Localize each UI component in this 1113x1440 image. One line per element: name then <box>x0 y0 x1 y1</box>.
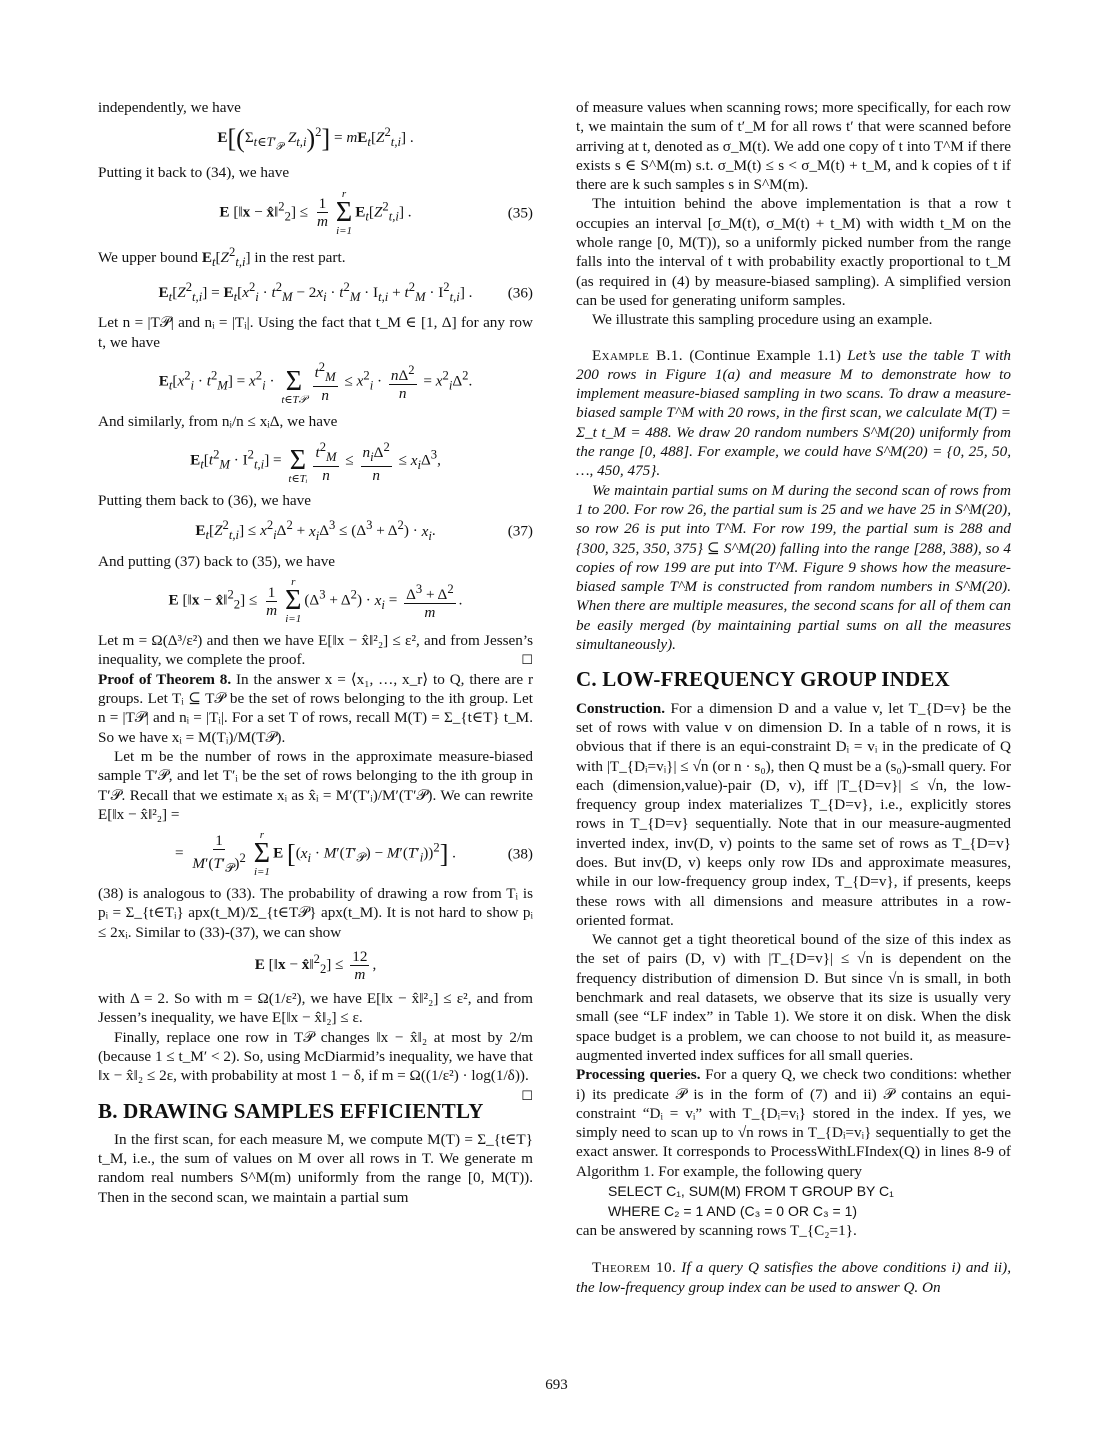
paragraph-first-scan: In the first scan, for each measure M, we compute M(T) = Σ_{t∈T} t_M, i.e., the sum of values on M over all rows in T. We generate m random real numbers S^M(m) uniformly from the range [0, M(T)). Then in the second scan, we maintain a partial sum <box>98 1130 533 1206</box>
qed-symbol: ☐ <box>521 652 533 668</box>
equation-expectation-square: $E[(\Sigma_{t\in T'_𝒫}$ $Z_{t,i})^2] = mE_t[Z^2_{t,i}]$ . <box>217 124 414 154</box>
paragraph-processing: Processing queries. For a query Q, we check two conditions: whether i) its predicate 𝒫 is in the form of (7) and ii) 𝒫 contains an equi-constraint “Dᵢ = vᵢ” with T_{Dᵢ=vᵢ} stored in the index. If yes, we simply need to scan up to √n rows in T_{Dᵢ=vᵢ} sequentially to get the exact answer. It corresponds to ProcessWithLFIndex(Q) in lines 8-9 of Algorithm 1. For example, the following query <box>576 1066 1011 1180</box>
section-heading-b: B. DRAWING SAMPLES EFFICIENTLY <box>98 1098 484 1123</box>
right-column <box>576 98 1011 1297</box>
equation-36: $E_t[Z^2_{t,i}] = E_t[x^2_i \cdot t^2_M - 2x_i \cdot t^2_M \cdot I_{t,i} + t^2_M \cdot I^2_{t,i}]$ . (36) <box>158 279 533 304</box>
paragraph-illustrate: We illustrate this sampling procedure using an example. <box>592 311 933 329</box>
paragraph-with-delta: with Δ = 2. So with m = Ω(1/ε²), we have E[‖x − x̂‖²₂] ≤ ε², and from Jessen’s inequality, we have E[‖x − x̂‖₂] ≤ ε. <box>98 990 533 1027</box>
paragraph-upper-bound: We upper bound $E_t[Z^2_{t,i}]$ in the rest part. <box>98 244 346 269</box>
paragraph-independently: independently, we have <box>98 99 241 116</box>
example-label: Example B.1. <box>592 346 683 364</box>
qed-symbol: ☐ <box>521 1087 533 1103</box>
paragraph-similarly: And similarly, from nᵢ/n ≤ xᵢΔ, we have <box>98 412 338 430</box>
equation-number-37: (37) <box>507 522 533 540</box>
equation-12-over-m: E [‖x − x̂‖$^2_2$] ≤ $\frac{12}{m}$ , <box>254 948 377 984</box>
theorem-10: Theorem 10. If a query Q satisfies the above conditions i) and ii), the low-frequency group index can be used to answer Q. On <box>576 1259 1012 1296</box>
example-b1 <box>576 346 1011 655</box>
equation-38: = $\frac{1}{M'(T'_𝒫)^2}$ r Σ i=1 E $[(x_i \cdot M'(T'_𝒫) - M'(T'_i))^2]$ . (38) <box>175 829 533 879</box>
paragraph-let-n: Let n = |T𝒫| and nᵢ = |Tᵢ|. Using the fact that t_M ∈ [1, Δ] for any row t, we have <box>98 314 533 351</box>
paragraph-let-m: Let m = Ω(Δ³/ε²) and then we have E[‖x − x̂‖²₂] ≤ ε², and from Jessen’s inequality, we complete the proof. ☐ <box>98 632 533 669</box>
theorem-label: Theorem 10. <box>592 1259 677 1277</box>
page-number: 693 <box>545 1377 568 1393</box>
paragraph-put37: And putting (37) back to (35), we have <box>98 552 336 570</box>
paragraph-measure-values: of measure values when scanning rows; more specifically, for each row t, we maintain the sum of t′_M for all rows t′ that were scanned before arriving at t, denoted as σ_M(t). We add one copy of t into T^M if there exists s ∈ S^M(m) s.t. σ_M(t) ≤ s < σ_M(t) + t_M, and k copies of t if there are k such samples s in S^M(m). <box>576 99 1011 194</box>
sql-line-1: SELECT C₁, SUM(M) FROM T GROUP BY C₁ <box>608 1183 894 1200</box>
paragraph-put-them: Putting them back to (36), we have <box>98 492 311 510</box>
equation-number-36: (36) <box>507 283 533 301</box>
equation-final-bound: E [‖x − x̂‖$^2_2$] ≤ $\frac{1}{m}$ r Σ i=1 $(\Delta^3 + \Delta^2) \cdot x_i$ = $\frac{\Delta^3 + \Delta^2}{m}$ . <box>168 576 463 626</box>
equation-35: E [‖x − x̂‖$^2_2$] ≤ $\frac{1}{m}$ r Σ i=1 $E_t[Z^2_{t,i}]$ . (35) <box>219 187 533 237</box>
sql-line-2: WHERE C₂ = 1 AND (C₃ = 0 OR C₃ = 1) <box>608 1203 858 1220</box>
equation-xi-tm: $E_t[x^2_i \cdot t^2_M] = x^2_i$ · Σ t∈T𝒫 $\frac{t^2_M}{n}$ ≤ $x^2_i$ · $\frac{n\Delta^2}{n}$ = $x^2_i\Delta^2$. <box>158 360 473 406</box>
paragraph-proof-theorem-8: Proof of Theorem 8. In the answer x = ⟨x₁, …, x_r⟩ to Q, there are r groups. Let Tᵢ ⊆ T𝒫 be the set of rows belonging to the ith group. Let n = |T𝒫| and nᵢ = |Tᵢ|. For a set T of rows, recall M(T) = Σ_{t∈T} t_M. So we have xᵢ = M(Tᵢ)/M(T𝒫). <box>98 670 534 746</box>
paragraph-construction: Construction. For a dimension D and a value v, let T_{D=v} be the set of rows with value v on dimension D. In a table of n rows, it is obvious that if there is an equi-constraint Dᵢ = vᵢ in the predicate of Q with |T_{Dᵢ=vᵢ}| ≤ √n (or n · s₀), then Q must be a (s₀)-small query. For each (dimension,value)-pair (D, v), iff |T_{D=v}| ≤ √n, the low-frequency group index materializes T_{D=v}, i.e., explicitly stores rows in T_{D=v} sequentially. Note that in our measure-augmented inverted index, inv(D, v) points to the same set of rows as T_{D=v} does. But inv(D, v) keeps only row IDs and approximate measures, while in our low-frequency group index, T_{D=v}, if presents, keeps these rows with all dimensions and measure attributes in a row-oriented format. <box>576 699 1012 929</box>
sql-query-example <box>576 1181 1011 1221</box>
equation-number-38: (38) <box>507 845 533 863</box>
example-b1-paragraph-2: We maintain partial sums on M during the second scan of rows from 1 to 200. For row 26, the partial sum is 25 and we have 25 in S^M(20), so row 26 is put into T^M. For row 199, the partial sum is 288 and {300, 325, 350, 375} ⊆ S^M(20) falling into the range [288, 388), so 4 copies of row 199 are put into T^M. Figure 9 shows how the measure-biased sample T^M is constructed from random numbers in S^M(20). When there are multiple measures, the second scans for all of them can be easily merged (by maintaining partial sums on all the measures simultaneously). <box>576 481 1011 654</box>
paragraph-finally: Finally, replace one row in T𝒫 changes ‖x − x̂‖₂ at most by 2/m (because 1 ≤ t_M′ < 2). So, using McDiarmid’s inequality, we have that ‖x − x̂‖₂ ≤ 2ε, with probability at most 1 − δ, if m = Ω((1/ε²) · log(1/δ)). ☐ <box>98 1028 533 1086</box>
left-column <box>98 98 533 1207</box>
paragraph-intuition: The intuition behind the above implementation is that a row t occupies an interval [σ_M(t), σ_M(t) + t_M) with width t_M on the whole range [0, M(T)), so a uniformly picked number from the range falls into the interval of t with probability exactly proportional to t_M (as required in (4) by measure-biased sampling). A simplified version can be used for generating uniform samples. <box>576 195 1011 309</box>
paragraph-answered: can be answered by scanning rows T_{C₂=1}. <box>576 1222 857 1240</box>
paragraph-analogous: (38) is analogous to (33). The probability of drawing a row from Tᵢ is pᵢ = Σ_{t∈Tᵢ} apx(t_M)/Σ_{t∈T𝒫} apx(t_M). It is not hard to show pᵢ ≤ 2xᵢ. Similar to (33)-(37), we can show <box>98 885 533 941</box>
example-b1-paragraph-1: Example B.1. (Continue Example 1.1) Let’s use the table T with 200 rows in Figure 1(a) and measure M to demonstrate how to implement measure-biased sampling in two scans. To draw a measure-biased sample T^M with 20 rows, in the first scan, we calculate M(T) = Σ_t t_M = 488. We draw 20 random numbers S^M(20) uniformly from the range [0, 488]. For example, we could have S^M(20) = {0, 25, 50, …, 450, 475}. <box>576 346 1012 480</box>
equation-number-35: (35) <box>507 203 533 221</box>
paragraph-put34: Putting it back to (34), we have <box>98 164 290 182</box>
paragraph-let-m-rows: Let m be the number of rows in the approximate measure-biased sample T′𝒫, and let T′ᵢ be the set of rows belonging to the ith group in T′𝒫. Recall that we estimate xᵢ as x̂ᵢ = M′(T′ᵢ)/M′(T′𝒫). We can rewrite E[‖x − x̂‖²₂] = <box>98 747 533 823</box>
section-heading-c: C. LOW-FREQUENCY GROUP INDEX <box>576 667 950 692</box>
equation-37: $E_t[Z^2_{t,i}] \le x^2_i\Delta^2 + x_i\Delta^3 \le (\Delta^3 + \Delta^2) \cdot x_i$. (37) <box>195 518 533 543</box>
paragraph-cannot-bound: We cannot get a tight theoretical bound of the size of this index as the set of pairs (D, v) with |T_{D=v}| ≤ √n is dependent on the frequency distribution of dimension D. But since √n is small, in both benchmark and real datasets, we observe that its size is usually very small (see “LF index” in Table 1). We store it on disk. When the disk space budget is a problem, we can choose to not build it, as measure-augmented inverted index suffices for all small queries. <box>576 931 1011 1064</box>
equation-tm-indicator: $E_t[t^2_M \cdot I^2_{t,i}]$ = Σ t∈Tᵢ $\frac{t^2_M}{n}$ ≤ $\frac{n_i\Delta^2}{n}$ ≤ $x_i\Delta^3$, <box>190 439 441 486</box>
